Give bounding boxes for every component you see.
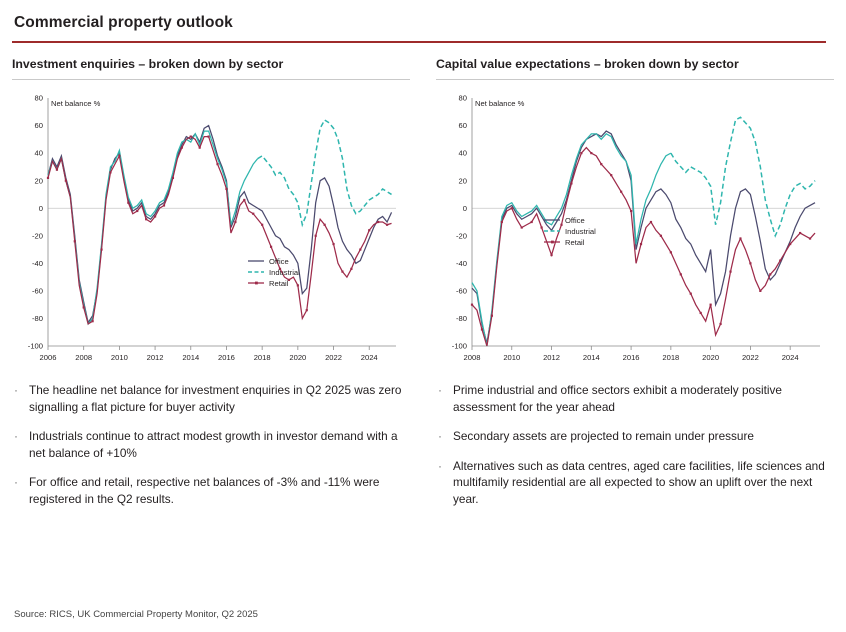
svg-text:2024: 2024 xyxy=(360,353,378,362)
left-chart xyxy=(12,80,410,380)
svg-text:20: 20 xyxy=(458,176,467,186)
svg-text:-100: -100 xyxy=(451,341,467,351)
bullet-text: Alternatives such as data centres, aged care facilities, life sciences and multifamily residential are all expected to show an uplift over the next year. xyxy=(453,458,825,506)
list-item xyxy=(438,458,834,508)
svg-text:-80: -80 xyxy=(456,314,467,324)
left-chart-title: Investment enquiries – broken down by sector xyxy=(12,57,284,71)
svg-text:2008: 2008 xyxy=(75,353,93,362)
svg-text:2006: 2006 xyxy=(39,353,57,362)
svg-text:0: 0 xyxy=(38,203,43,213)
left-column xyxy=(12,57,410,520)
svg-text:2018: 2018 xyxy=(662,353,680,362)
list-item xyxy=(438,428,834,445)
page-title: Commercial property outlook xyxy=(14,14,233,31)
svg-text:Retail: Retail xyxy=(565,237,585,247)
right-column xyxy=(436,57,834,520)
svg-text:-100: -100 xyxy=(27,341,43,351)
left-bullets xyxy=(12,382,410,507)
source-note: Source: RICS, UK Commercial Property Monitor, Q2 2025 xyxy=(14,609,258,620)
svg-text:2020: 2020 xyxy=(289,353,307,362)
svg-text:-20: -20 xyxy=(456,231,467,241)
svg-text:2014: 2014 xyxy=(182,353,200,362)
list-item xyxy=(14,382,410,415)
svg-text:-20: -20 xyxy=(32,231,43,241)
list-item xyxy=(438,382,834,415)
svg-text:0: 0 xyxy=(462,203,467,213)
right-bullets xyxy=(436,382,834,507)
svg-text:2022: 2022 xyxy=(741,353,759,362)
svg-text:2010: 2010 xyxy=(503,353,521,362)
svg-text:40: 40 xyxy=(34,148,43,158)
svg-text:Office: Office xyxy=(565,215,585,225)
bullet-dot: · xyxy=(438,458,442,473)
charts-columns xyxy=(12,57,826,520)
svg-text:80: 80 xyxy=(34,93,43,103)
bullet-text: Prime industrial and office sectors exhibit a moderately positive assessment for the year ahead xyxy=(453,383,782,414)
svg-text:2012: 2012 xyxy=(543,353,560,362)
svg-text:-40: -40 xyxy=(32,258,43,268)
svg-text:2010: 2010 xyxy=(110,353,128,362)
svg-text:2024: 2024 xyxy=(781,353,799,362)
svg-text:60: 60 xyxy=(34,121,43,131)
bullet-text: The headline net balance for investment enquiries in Q2 2025 was zero signalling a flat picture for buyer activity xyxy=(29,383,402,414)
svg-text:Retail: Retail xyxy=(269,278,289,288)
bullet-dot: · xyxy=(438,429,442,443)
bullet-text: Industrials continue to attract modest growth in investor demand with a net balance of +10% xyxy=(29,429,398,460)
svg-text:-80: -80 xyxy=(32,314,43,324)
capital-value-expectations-chart xyxy=(436,80,834,380)
svg-text:-60: -60 xyxy=(456,286,467,296)
right-chart xyxy=(436,80,834,380)
list-item xyxy=(14,474,410,507)
svg-text:2020: 2020 xyxy=(702,353,720,362)
svg-text:-60: -60 xyxy=(32,286,43,296)
svg-text:20: 20 xyxy=(34,176,43,186)
svg-text:2008: 2008 xyxy=(463,353,481,362)
svg-text:80: 80 xyxy=(458,93,467,103)
svg-text:-40: -40 xyxy=(456,258,467,268)
svg-text:2016: 2016 xyxy=(622,353,640,362)
svg-text:Industrial: Industrial xyxy=(269,267,300,277)
bullet-dot: · xyxy=(14,383,18,397)
svg-text:Industrial: Industrial xyxy=(565,226,596,236)
bullet-dot: · xyxy=(14,475,18,489)
right-chart-title: Capital value expectations – broken down by sector xyxy=(436,57,739,71)
svg-text:40: 40 xyxy=(458,148,467,158)
list-item xyxy=(14,428,410,461)
investment-enquiries-chart xyxy=(12,80,410,380)
svg-text:Net balance %: Net balance % xyxy=(475,99,525,108)
svg-text:2012: 2012 xyxy=(146,353,164,362)
svg-text:Net balance %: Net balance % xyxy=(51,99,101,108)
bullet-text: Secondary assets are projected to remain under pressure xyxy=(453,429,754,443)
svg-text:60: 60 xyxy=(458,121,467,131)
bullet-dot: · xyxy=(14,429,18,443)
bullet-dot: · xyxy=(438,383,442,397)
title-divider xyxy=(12,41,826,43)
svg-text:2018: 2018 xyxy=(253,353,271,362)
bullet-text: For office and retail, respective net balances of -3% and -11% were registered in the Q2 results. xyxy=(29,475,380,506)
svg-text:2022: 2022 xyxy=(325,353,342,362)
svg-text:2016: 2016 xyxy=(218,353,235,362)
svg-text:Office: Office xyxy=(269,256,289,266)
svg-text:2014: 2014 xyxy=(582,353,600,362)
